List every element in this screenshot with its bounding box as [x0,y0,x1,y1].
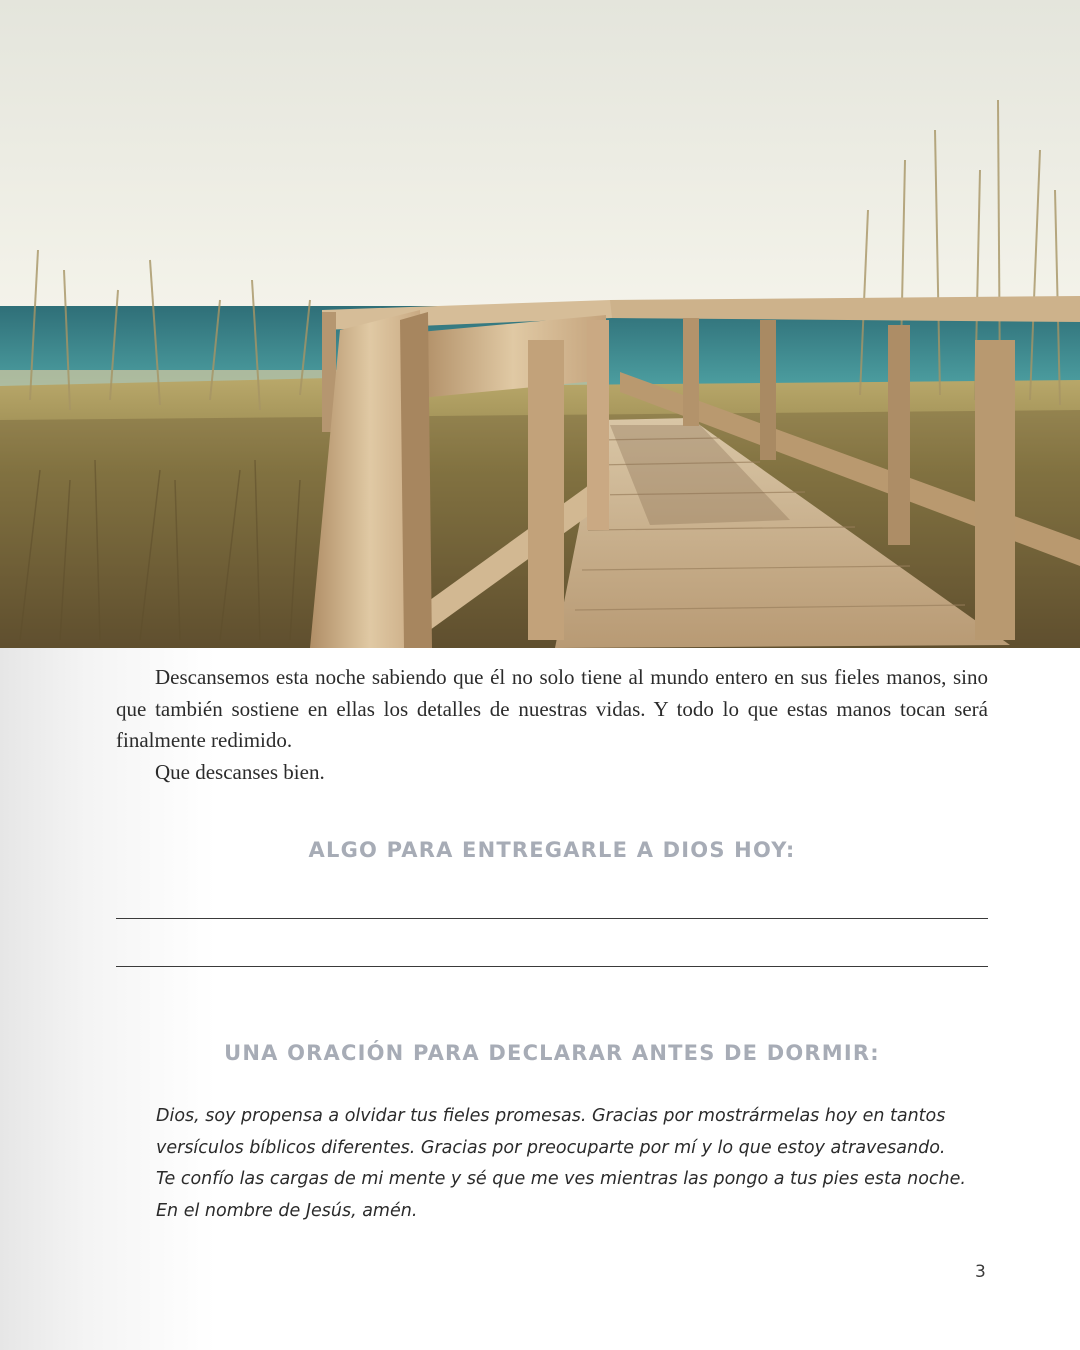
prayer-line: Dios, soy propensa a olvidar tus fieles promesas. Gracias por mostrármelas hoy en tantos [156,1106,946,1126]
prayer-text [156,1101,966,1227]
body-paragraph: Descansemos esta noche sabiendo que él no solo tiene al mundo entero en sus fieles manos, sino que también sostiene en ellas los detalles de nuestras vidas. Y todo lo que estas manos tocan será finalmente redimido. [116,665,988,752]
prayer-line: versículos bíblicos diferentes. Gracias por preocuparte por mí y lo que estoy atravesando. [156,1137,946,1158]
prayer-line: En el nombre de Jesús, amén. [156,1200,418,1221]
section-heading-give-to-god: ALGO PARA ENTREGARLE A DIOS HOY: [308,838,796,862]
boardwalk-photo [0,0,1080,648]
writing-line [116,918,988,919]
body-text [116,662,988,788]
prayer-line: Te confío las cargas de mi mente y sé que me ves mientras las pongo a tus pies esta noche. [156,1169,966,1189]
section-heading-prayer: UNA ORACIÓN PARA DECLARAR ANTES DE DORMIR: [224,1041,880,1065]
body-paragraph: Que descanses bien. [155,759,325,784]
page-number: 3 [975,1262,986,1282]
writing-line [116,966,988,967]
